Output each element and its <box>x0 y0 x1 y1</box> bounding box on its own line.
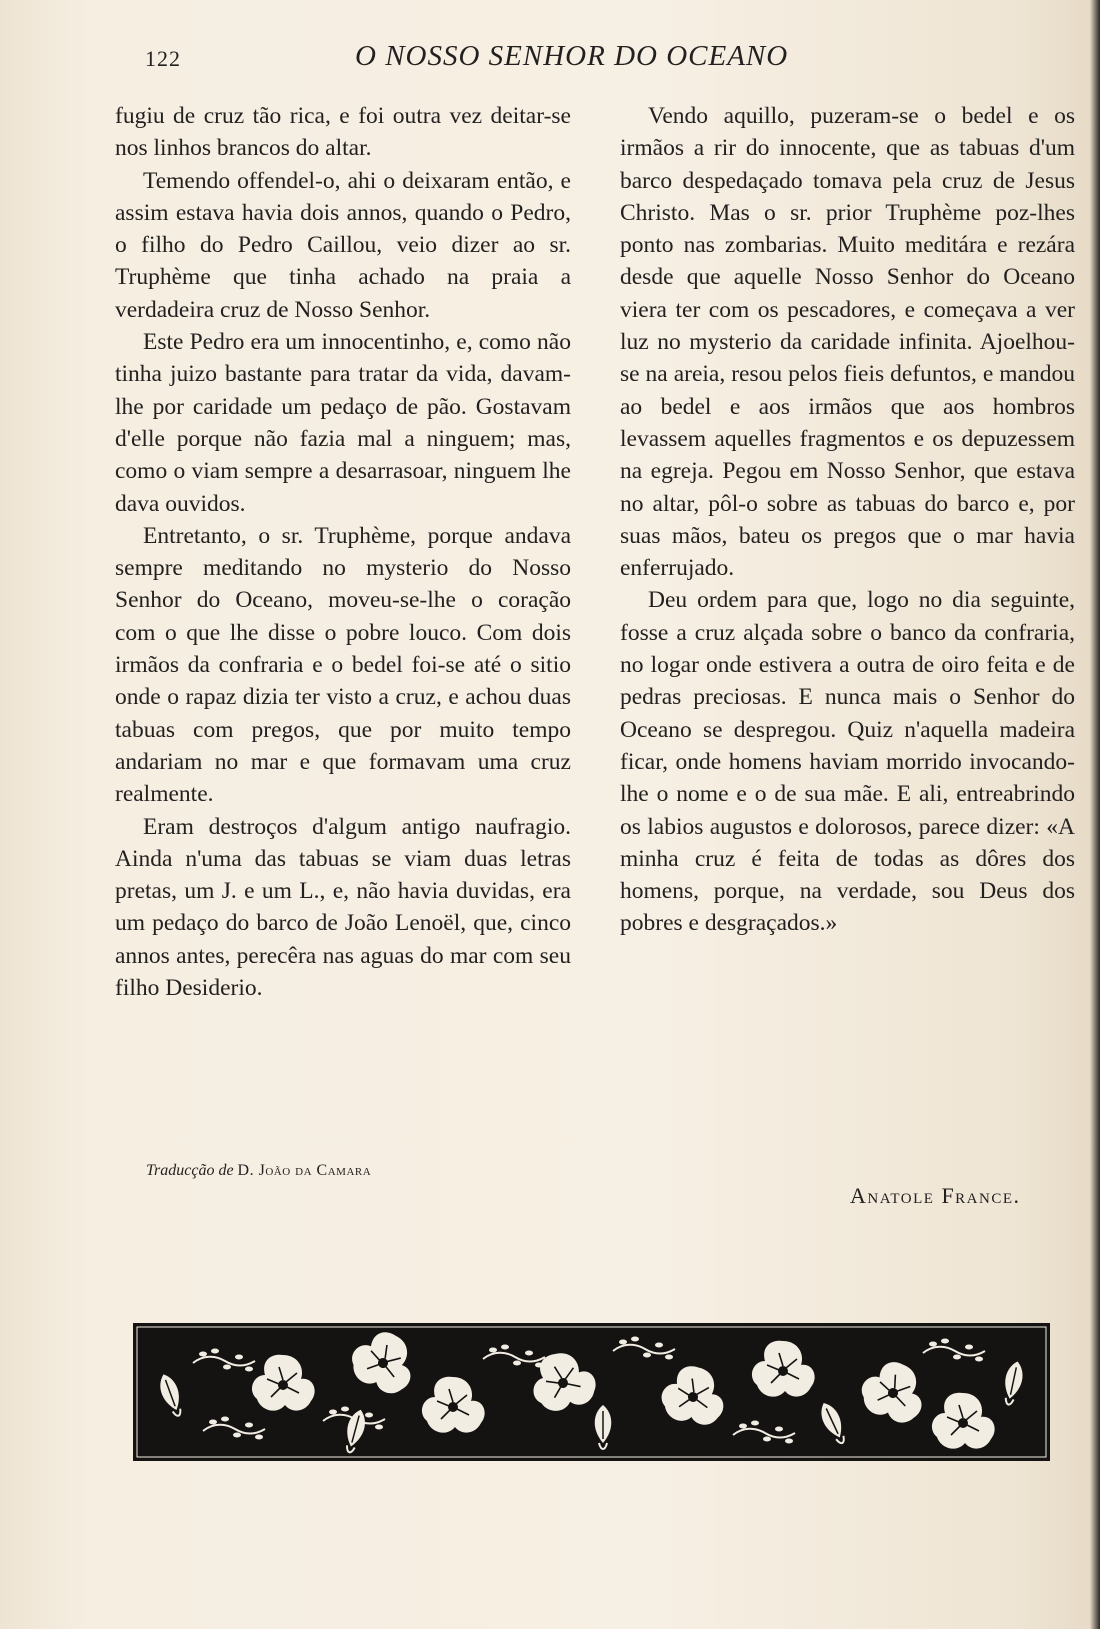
page-header <box>0 40 1100 80</box>
paragraph: Vendo aquillo, puzeram-se o bedel e os irmãos a rir do innocente, que as tabuas d'um barco despedaçado tomava pela cruz de Jesus Christo. Mas o sr. prior Truphème poz-lhes ponto nas zombarias. Muito meditára e rezára desde que aquelle Nosso Senhor do Oceano viera ter com os pescadores, e começava a ver luz no mysterio da caridade infinita. Ajoelhou-se na areia, resou pelos fieis defuntos, e mandou ao bedel e aos irmãos que aos hombros levassem aquelles fragmentos e os depuzessem na egreja. Pegou em Nosso Senhor, que estava no altar, pôl-o sobre as tabuas do barco e, por suas mãos, bateu os pregos que o mar havia enferrujado. <box>620 103 1075 582</box>
paragraph: Eram destroços d'algum antigo naufragio. Ainda n'uma das tabuas se viam duas letras pretas, um J. e um L., e, não havia duvidas, era um pedaço do barco de João Lenoël, que, cinco annos antes, perecêra nas aguas do mar com seu filho Desiderio. <box>115 813 571 1002</box>
credit-prefix: Traducção de <box>146 1162 234 1179</box>
page-number: 122 <box>145 46 181 71</box>
left-column <box>115 100 571 1004</box>
translation-credit <box>146 1162 371 1180</box>
author-signature: Anatole France. <box>850 1183 1021 1208</box>
paragraph: Este Pedro era um innocentinho, e, como não tinha juizo bastante para tratar da vida, davam-lhe por caridade um pedaço de pão. Gostavam d'elle porque não fazia mal a ninguem; mas, como o viam sempre a desarrasoar, ninguem lhe dava ouvidos. <box>115 329 571 517</box>
right-column <box>620 100 1075 940</box>
paragraph: Entretanto, o sr. Truphème, porque andava sempre meditando no mysterio do Nosso Senhor do Oceano, moveu-se-lhe o coração com o que lhe disse o pobre louco. Com dois irmãos da confraria e o bedel foi-se até o sitio onde o rapaz dizia ter visto a cruz, e achou duas tabuas com pregos, que por muito tempo andariam no mar e que formavam uma cruz realmente. <box>115 522 571 808</box>
translator-name: D. João da Camara <box>237 1162 372 1179</box>
paragraph: fugiu de cruz tão rica, e foi outra vez deitar-se nos linhos brancos do altar. <box>115 103 571 162</box>
paragraph: Temendo offendel-o, ahi o deixaram então, e assim estava havia dois annos, quando o Pedro, o filho do Pedro Caillou, veio dizer ao sr. Truphème que tinha achado na praia a verdadeira cruz de Nosso Senhor. <box>115 167 571 323</box>
running-title: O NOSSO SENHOR DO OCEANO <box>355 40 789 72</box>
floral-band-ornament-icon <box>133 1323 1050 1461</box>
page-edge-shadow <box>1090 0 1100 1629</box>
ornament-drawing <box>133 1323 1050 1461</box>
paragraph: Deu ordem para que, logo no dia seguinte, fosse a cruz alçada sobre o banco da confraria, no logar onde estivera a outra de oiro feita e de pedras preciosas. E nunca mais o Senhor do Oceano se despregou. Quiz n'aquella madeira ficar, onde homens haviam morrido invocando-lhe o nome e o de sua mãe. E ali, entreabrindo os labios augustos e dolorosos, parece dizer: «A minha cruz é feita de todas as dôres dos homens, porque, na verdade, sou Deus dos pobres e desgraçados.» <box>620 587 1075 937</box>
